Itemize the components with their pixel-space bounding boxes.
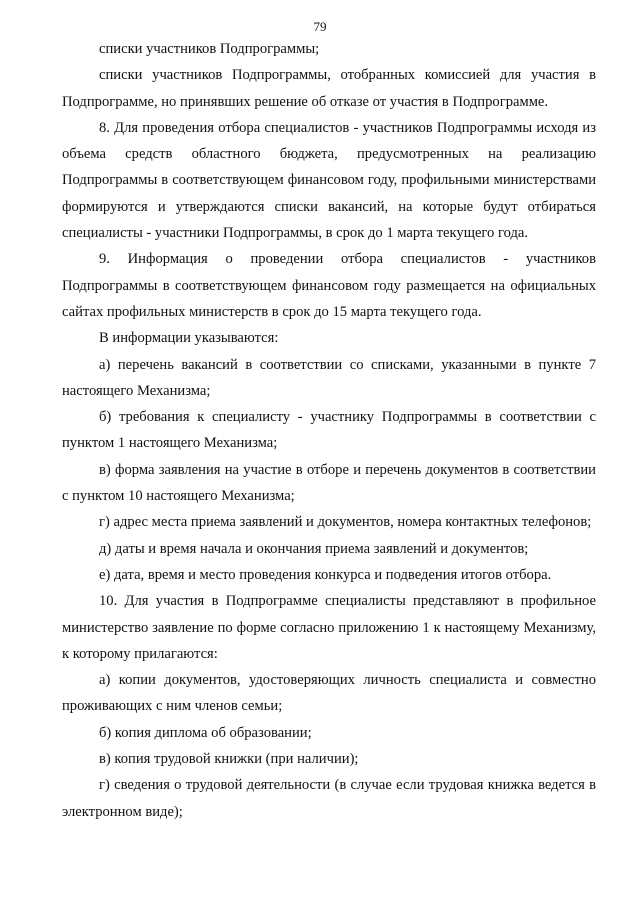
paragraph-attachment-v: в) копия трудовой книжки (при наличии); bbox=[99, 751, 359, 768]
paragraph-info-b: б) требования к специалисту - участнику Подпрограммы в соответствии с пунктом 1 настоящего Механизма; bbox=[62, 409, 596, 452]
paragraph-info-v: в) форма заявления на участие в отборе и перечень документов в соответствии с пунктом 10 настоящего Механизма; bbox=[62, 461, 596, 505]
paragraph-refused-participants: списки участников Подпрограммы, отобранных комиссией для участия в Подпрограмме, но принявших решение об отказе от участия в Подпрограмме. bbox=[62, 67, 596, 110]
paragraph-item-9: 9. Информация о проведении отбора специалистов - участников Подпрограммы в соответствующем финансовом году размещается на официальных сайтах профильных министерств в срок до 15 марта текущего года. bbox=[62, 251, 596, 320]
paragraph-item-10: 10. Для участия в Подпрограмме специалисты представляют в профильное министерство заявление по форме согласно приложению 1 к настоящему Механизму, к которому прилагаются: bbox=[62, 593, 596, 662]
paragraph-attachment-b: б) копия диплома об образовании; bbox=[99, 724, 312, 741]
page-number: 79 bbox=[313, 19, 327, 34]
paragraph-info-intro: В информации указываются: bbox=[99, 330, 279, 347]
paragraph-attachment-a: а) копии документов, удостоверяющих личность специалиста и совместно проживающих с ним членов семьи; bbox=[62, 672, 596, 715]
paragraph-attachment-g: г) сведения о трудовой деятельности (в случае если трудовая книжка ведется в электронном виде); bbox=[62, 777, 596, 820]
document-body bbox=[62, 36, 596, 825]
paragraph-item-8: 8. Для проведения отбора специалистов - участников Подпрограммы исходя из объема средств областного бюджета, предусмотренных на реализацию Подпрограммы в соответствующем финансовом году, профильными министерствами формируются и утверждаются списки вакансий, на которые будут отбираться специалисты - участники Подпрограммы, в срок до 1 марта текущего года. bbox=[62, 119, 596, 242]
paragraph-participants-list: списки участников Подпрограммы; bbox=[99, 41, 320, 57]
paragraph-info-a: а) перечень вакансий в соответствии со списками, указанными в пункте 7 настоящего Механизма; bbox=[62, 356, 596, 399]
paragraph-info-d: д) даты и время начала и окончания приема заявлений и документов; bbox=[99, 540, 529, 557]
paragraph-info-e: е) дата, время и место проведения конкурса и подведения итогов отбора. bbox=[99, 566, 552, 583]
paragraph-info-g: г) адрес места приема заявлений и документов, номера контактных телефонов; bbox=[99, 514, 592, 531]
